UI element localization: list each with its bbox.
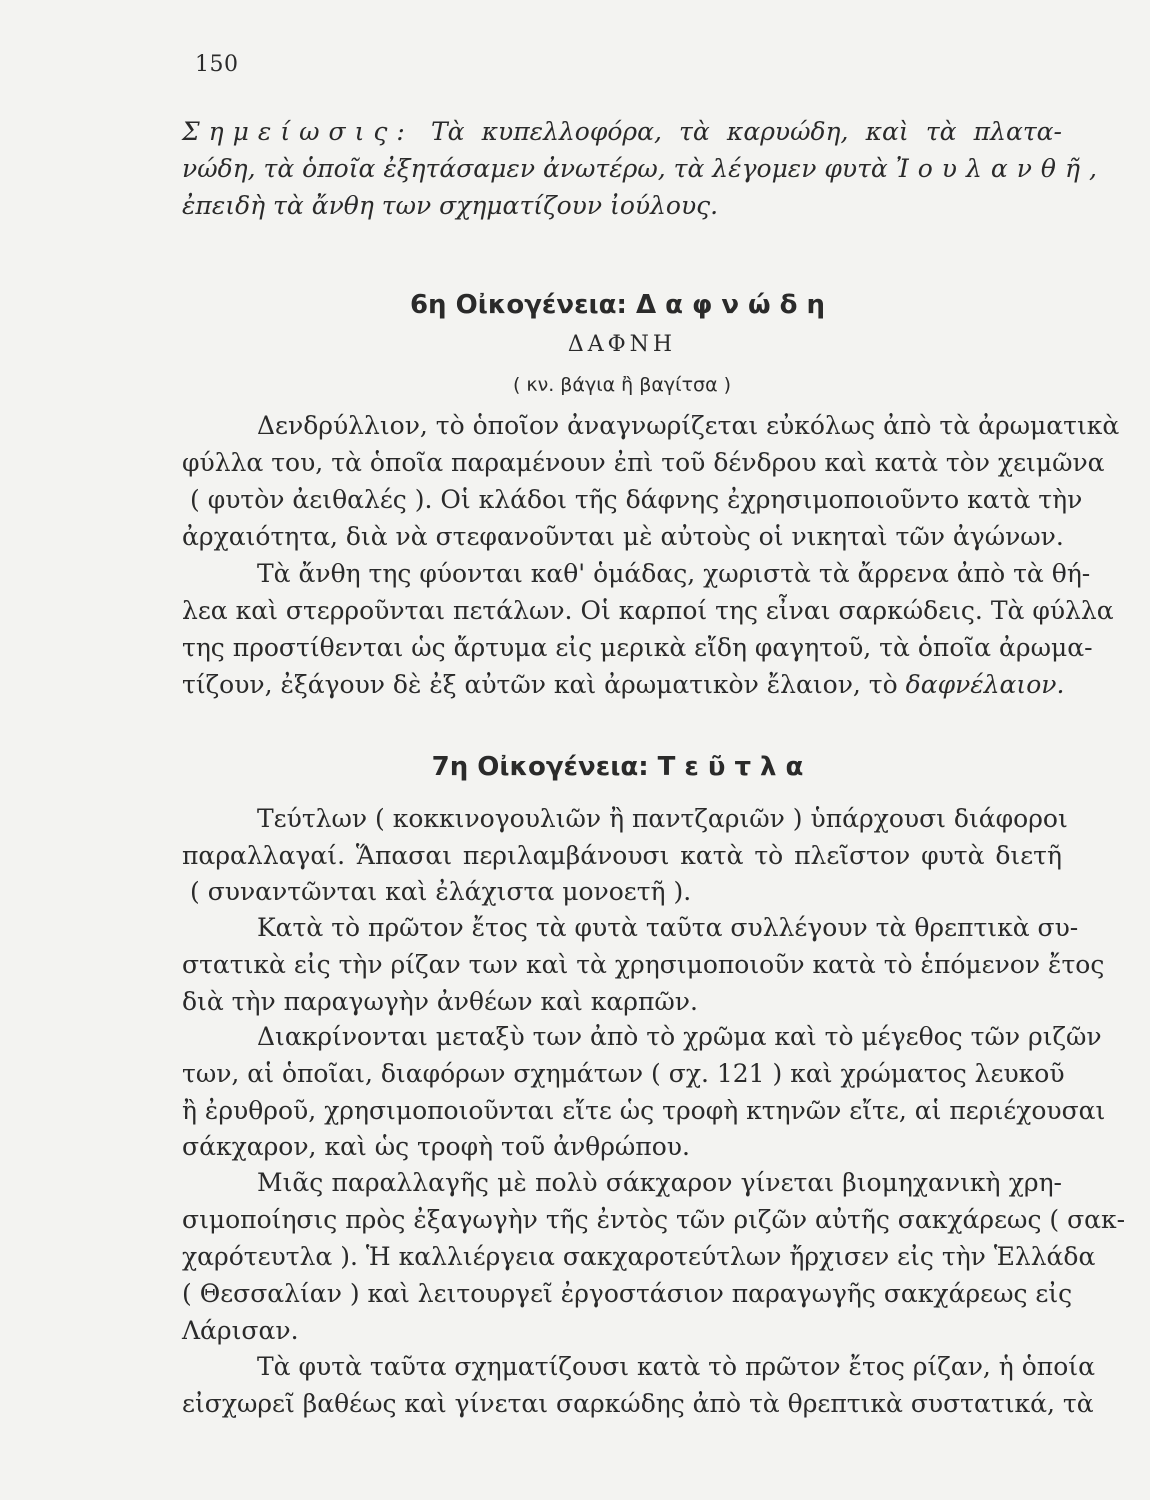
section-6-heading bbox=[182, 290, 1062, 320]
page-number: 150 bbox=[195, 52, 239, 77]
paragraph-line: της προστίθενται ὡς ἄρτυμα εἰς μερικὰ εἴδη φαγητοῦ, τὰ ὁποῖα ἀρωμα- bbox=[182, 633, 1093, 662]
paragraph-line: Τὰ ἄνθη της φύονται καθ' ὁμάδας, χωριστὰ τὰ ἄρρενα ἀπὸ τὰ θή- bbox=[257, 559, 1091, 588]
paragraph-line: σάκχαρον, καὶ ὡς τροφὴ τοῦ ἀνθρώπου. bbox=[182, 1132, 690, 1161]
paragraph-line: σιμοποίησις πρὸς ἐξαγωγὴν τῆς ἐντὸς τῶν ριζῶν αὐτῆς σακχάρεως ( σακ- bbox=[182, 1205, 1126, 1234]
paragraph-line: φύλλα του, τὰ ὁποῖα παραμένουν ἐπὶ τοῦ δένδρου καὶ κατὰ τὸν χειμῶνα bbox=[182, 448, 1105, 477]
paragraph-line: ἢ ἐρυθροῦ, χρησιμοποιοῦνται εἴτε ὡς τροφὴ κτηνῶν εἴτε, αἱ περιέχουσαι bbox=[182, 1096, 1106, 1125]
paragraph-line: Διακρίνονται μεταξὺ των ἀπὸ τὸ χρῶμα καὶ τὸ μέγεθος τῶν ριζῶν bbox=[257, 1022, 1102, 1051]
paragraph-line: των, αἱ ὁποῖαι, διαφόρων σχημάτων ( σχ. 121 ) καὶ χρώματος λευκοῦ bbox=[182, 1059, 1065, 1088]
section-6-subheading: ΔΑΦΝΗ bbox=[567, 332, 677, 357]
term-dafnelaion: δαφνέλαιον. bbox=[905, 670, 1065, 699]
paragraph-line: χαρότευτλα ). Ἡ καλλιέργεια σακχαροτεύτλων ἤρχισεν εἰς τὴν Ἑλλάδα bbox=[182, 1242, 1096, 1271]
paragraph-line: Λάρισαν. bbox=[182, 1316, 299, 1345]
paragraph-line: παραλλαγαί. Ἅπασαι περιλαμβάνουσι κατὰ τὸ πλεῖστον φυτὰ διετῆ bbox=[182, 841, 1062, 870]
note-line-3: ἐπειδὴ τὰ ἄνθη των σχηματίζουν ἰούλους. bbox=[182, 191, 719, 220]
section-7-heading bbox=[182, 752, 1062, 782]
paragraph-line: ( Θεσσαλίαν ) καὶ λειτουργεῖ ἐργοστάσιον παραγωγῆς σακχάρεως εἰς bbox=[182, 1279, 1073, 1308]
section-7-heading-prefix: 7η Οἰκογένεια: bbox=[431, 752, 649, 782]
paragraph-line: Μιᾶς παραλλαγῆς μὲ πολὺ σάκχαρον γίνεται βιομηχανικὴ χρη- bbox=[257, 1168, 1062, 1197]
note-term: Ἰουλανθῆ, bbox=[895, 154, 1106, 183]
note-line-2-text: νώδη, τὰ ὁποῖα ἐξητάσαμεν ἀνωτέρω, τὰ λέγομεν φυτὰ bbox=[182, 154, 896, 183]
paragraph-line: Δενδρύλλιον, τὸ ὁποῖον ἀναγνωρίζεται εὐκόλως ἀπὸ τὰ ἀρωματικὰ bbox=[257, 411, 1120, 440]
note-line-1-text: Τὰ κυπελλοφόρα, τὰ καρυώδη, καὶ τὰ πλατα- bbox=[430, 117, 1062, 146]
paragraph-line: διὰ τὴν παραγωγὴν ἀνθέων καὶ καρπῶν. bbox=[182, 987, 698, 1016]
section-6-heading-prefix: 6η Οἰκογένεια: bbox=[409, 290, 627, 320]
section-6-heading-name: Δαφνώδη bbox=[636, 290, 835, 320]
note-line-1 bbox=[182, 117, 1062, 147]
paragraph-line: Τεύτλων ( κοκκινογουλιῶν ἢ παντζαριῶν ) ὑπάρχουσι διάφοροι bbox=[257, 804, 1068, 833]
paragraph-line: λεα καὶ στερροῦνται πετάλων. Οἱ καρποί της εἶναι σαρκώδεις. Τὰ φύλλα bbox=[182, 596, 1114, 625]
paragraph-line: Κατὰ τὸ πρῶτον ἔτος τὰ φυτὰ ταῦτα συλλέγουν τὰ θρεπτικὰ συ- bbox=[257, 913, 1079, 942]
section-6-common-name: ( κν. βάγια ἢ βαγίτσα ) bbox=[512, 374, 732, 396]
paragraph-line: ἀρχαιότητα, διὰ νὰ στεφανοῦνται μὲ αὐτοὺς οἱ νικηταὶ τῶν ἀγώνων. bbox=[182, 522, 1064, 551]
paragraph-line: ( συναντῶνται καὶ ἐλάχιστα μονοετῆ ). bbox=[190, 877, 692, 906]
paragraph-line: εἰσχωρεῖ βαθέως καὶ γίνεται σαρκώδης ἀπὸ τὰ θρεπτικὰ συστατικά, τὰ bbox=[182, 1389, 1094, 1418]
paragraph-line: στατικὰ εἰς τὴν ρίζαν των καὶ τὰ χρησιμοποιοῦν κατὰ τὸ ἑπόμενον ἔτος bbox=[182, 950, 1105, 979]
paragraph-line: ( φυτὸν ἀειθαλές ). Οἱ κλάδοι τῆς δάφνης ἐχρησιμοποιοῦντο κατὰ τὴν bbox=[190, 485, 1083, 514]
paragraph-line bbox=[182, 670, 1065, 700]
note-line-2 bbox=[182, 154, 1106, 184]
section-7-heading-name: Τεῦτλα bbox=[657, 752, 813, 782]
paragraph-line: Τὰ φυτὰ ταῦτα σχηματίζουσι κατὰ τὸ πρῶτον ἔτος ρίζαν, ἡ ὁποία bbox=[257, 1352, 1095, 1381]
paragraph-line-text: τίζουν, ἐξάγουν δὲ ἐξ αὐτῶν καὶ ἀρωματικὸν ἔλαιον, τὸ bbox=[182, 670, 906, 699]
note-label: Σημείωσις: bbox=[182, 117, 414, 146]
